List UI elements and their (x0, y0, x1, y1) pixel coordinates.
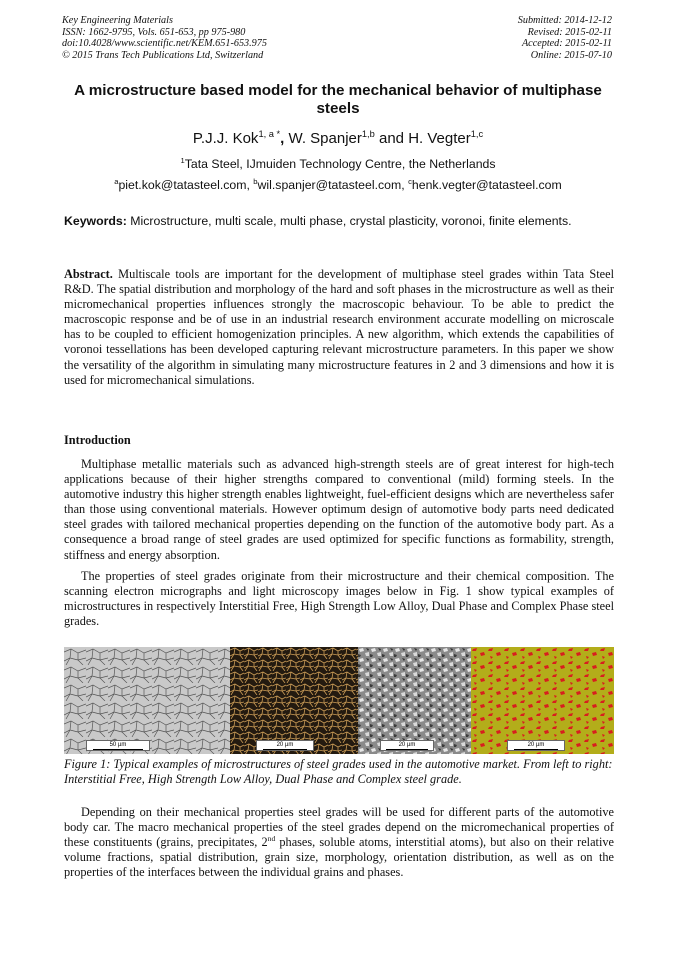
email-b-sup: b (253, 176, 258, 186)
scale-label: 20 µm (527, 742, 545, 748)
submitted-date: Submitted: 2014-12-12 (517, 15, 612, 26)
journal-name: Key Engineering Materials (62, 15, 173, 26)
author-2: W. Spanjer (288, 130, 362, 147)
micrograph-complex-phase (471, 647, 614, 754)
cp-phases-image (471, 647, 614, 754)
author-2-sup: 1,b (361, 129, 375, 139)
micrograph-hsla (230, 647, 358, 754)
if-grains-image (64, 647, 230, 754)
micrograph-interstitial-free (64, 647, 230, 754)
emails (62, 178, 614, 192)
revised-date: Revised: 2015-02-11 (527, 26, 612, 38)
email-a-sup: a (114, 176, 119, 186)
author-separator: , (280, 130, 289, 147)
scale-label: 20 µm (276, 742, 294, 748)
paper-title: A microstructure based model for the mechanical behavior of multiphase steels (74, 82, 602, 117)
dp-grains-image (358, 647, 471, 754)
accepted-date: Accepted: 2015-02-11 (521, 38, 612, 50)
body-p3-part-b: phases, soluble atoms, interstitial atoms), but also on their relative volume fractions, spatial distribution, grain size, morphology, orientation distribution, as well as on the properties of the interfaces between the individual grains and phases. (64, 835, 614, 880)
figure-1 (64, 647, 614, 754)
author-1: P.J.J. Kok (192, 130, 259, 147)
keywords-text: Microstructure, multi scale, multi phase, crystal plasticity, voronoi, finite elements. (126, 214, 572, 228)
body-paragraph-3 (64, 805, 614, 880)
hsla-grains-image (230, 647, 358, 754)
scale-label: 20 µm (398, 742, 416, 748)
abstract-text: Multiscale tools are important for the development of multiphase steel grades within Tata Steel R&D. The spatial distribution and morphology of the hard and soft phases in the microstructure as well as their micromechanical properties influences strongly the macroscopic behaviour. To be able to predict the macroscopic response and be of use in an industrial research environment accurate modelling on microscale has to be coupled to efficient homogenization principles. A new algorithm, which extends the capabilities of voronoi tessellations has been developed capturing relevant microstructure parameters. In this paper we show the versatility of the algorithm in simulating many microstructure features in 2 and 3 dimensions and how it is used for micromechanical simulations. (64, 267, 614, 387)
author-3: H. Vegter (408, 130, 471, 147)
affiliation (62, 157, 614, 171)
authors (62, 130, 614, 147)
issn: ISSN: 1662-9795, Vols. 651-653, pp 975-980 (62, 26, 246, 38)
intro-paragraph-2: The properties of steel grades originate from their microstructure and their chemical composition. The scanning electron micrographs and light microscopy images below in Fig. 1 show typical examples of microstructures in respectively Interstitial Free, High Strength Low Alloy, Dual Phase and Complex Phase steel grades. (64, 569, 614, 629)
body-p3-part-a: Depending on their mechanical properties steel grades will be used for different parts of the automotive body car. The macro mechanical properties of the steel grades depend on the micromechanical properties of these constituents (grains, precipitates, 2 (64, 805, 614, 850)
scale-bar (256, 740, 314, 751)
author-3-sup: 1,c (470, 129, 484, 139)
email-c: henk.vegter@tatasteel.com (411, 178, 562, 192)
intro-paragraph-1: Multiphase metallic materials such as advanced high-strength steels are of great interest for high-tech applications because of their higher strengths compared to conventional (mild) forming steels. In the automotive industry this higher strength enables lightweight, fuel-efficient designs which are nevertheless safer than those using conventional materials. However optimum design of automotive body parts need dedicated steel grades with tailored mechanical properties depending on the function of the automotive body part. As a consequence a broad range of steel grades are used optimized for specific functions as formability, strength, stiffness and energy absorption. (64, 457, 614, 562)
scale-label: 50 µm (109, 742, 127, 748)
introduction-heading: Introduction (64, 433, 131, 447)
keywords-label: Keywords: (64, 214, 127, 228)
email-b: wil.spanjer@tatasteel.com, (257, 178, 409, 192)
micrograph-dual-phase (358, 647, 471, 754)
body-p3-sup: nd (267, 834, 276, 844)
keywords (64, 214, 616, 228)
online-date: Online: 2015-07-10 (530, 49, 612, 61)
author-and: and (374, 130, 409, 147)
journal-info (62, 15, 267, 61)
figure-1-caption: Figure 1: Typical examples of microstructures of steel grades used in the automotive market. From left to right: Interstitial Free, High Strength Low Alloy, Dual Phase and Complex steel grade. (64, 757, 613, 787)
doi: doi:10.4028/www.scientific.net/KEM.651-653.975 (62, 38, 267, 50)
affiliation-sup: 1 (180, 155, 185, 165)
submission-dates (518, 15, 612, 61)
copyright: © 2015 Trans Tech Publications Ltd, Switzerland (62, 49, 264, 61)
scale-bar (380, 740, 434, 751)
email-a: piet.kok@tatasteel.com, (118, 178, 254, 192)
scale-bar (86, 740, 150, 751)
abstract (64, 267, 614, 388)
email-c-sup: c (408, 176, 412, 186)
abstract-label: Abstract. (64, 267, 113, 281)
author-1-sup: 1, a * (258, 129, 281, 139)
affiliation-text: Tata Steel, IJmuiden Technology Centre, the Netherlands (184, 157, 496, 171)
scale-bar (507, 740, 565, 751)
